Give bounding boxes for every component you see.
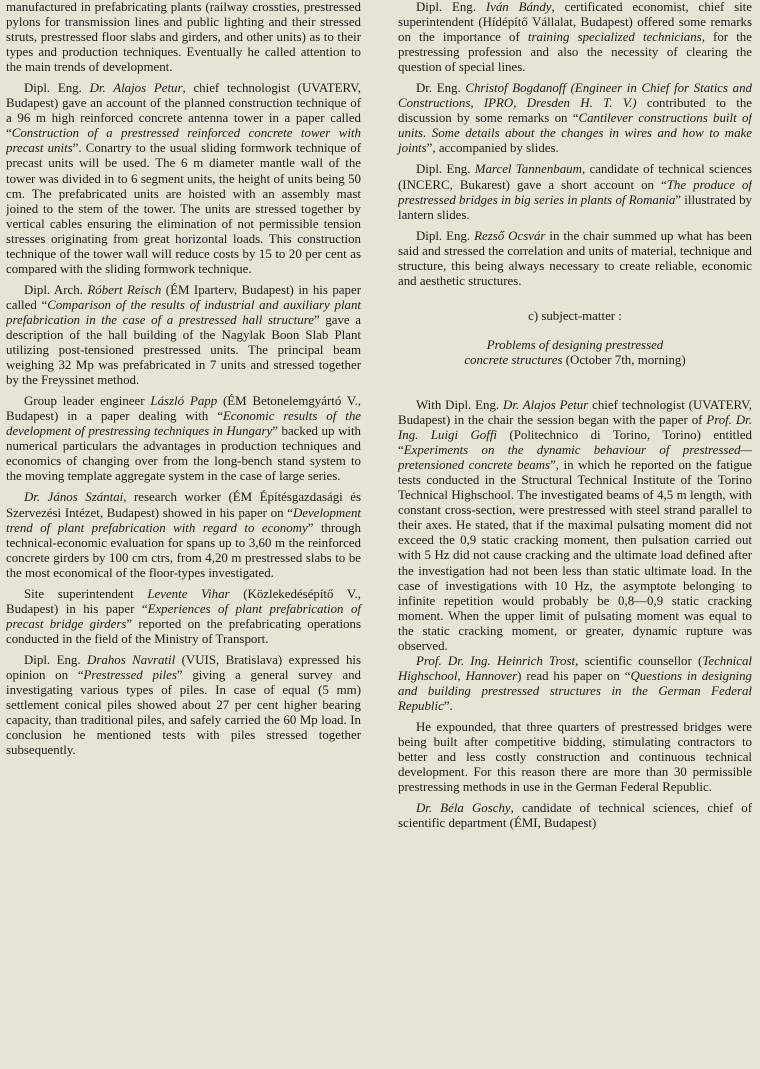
author-name: Drahos Navratil bbox=[87, 652, 176, 667]
author-prefix: Site superintendent bbox=[24, 586, 134, 601]
paragraph bbox=[398, 654, 752, 714]
author-name: Dr. Alajos Petur bbox=[503, 397, 589, 412]
author-name: Rezső Ocsvár bbox=[474, 228, 546, 243]
author-name: Róbert Reisch bbox=[87, 282, 162, 297]
author-name: László Papp bbox=[150, 394, 218, 409]
text: ”, accompanied by slides. bbox=[426, 141, 559, 156]
text: contributed to the discussion by some remarks on “ bbox=[398, 96, 752, 126]
author-affiliation: Technical Highschool, Hannover bbox=[398, 653, 752, 683]
text: (Politechnico di Torino, Torino) entitled “ bbox=[398, 428, 752, 458]
paper-title: Economic results of the development of prestressing techniques in Hungary bbox=[6, 409, 362, 439]
text: , for the prestressing profession and also the necessity of clearing the question of special lines. bbox=[398, 30, 752, 75]
section-title-line: Problems of designing prestressed bbox=[486, 337, 664, 352]
section-title bbox=[398, 338, 752, 368]
author-prefix: Dipl. Eng. bbox=[416, 162, 471, 177]
text: , candidate of technical sciences (INCERC, Bukarest) gave a short account on “ bbox=[398, 162, 752, 192]
text: , candidate of technical sciences, chief of scientific department (ÉMI, Budapest) bbox=[398, 801, 752, 831]
author-prefix: Dipl. Eng. bbox=[24, 81, 82, 96]
text: ”, in which he reported on the fatigue tests conducted in the Structural Technical Institute of the Torino Technical Highschool. The investigated beams of 4,5 m length, with constant cross-section, were prestressed with steel strand parallel to their axes. He stated, that if the maximal pulsating moment did not exceed the 0,9 static cracking moment, then pulsation carried out with 5 Hz did not cause cracking and the ultimate load defined after the investigation had not been less than static ultimate load. In the case of investigations with 10 Hz, the asymptote belonging to infinite repetition would probably be 0,8—0,9 static cracking moment. When the upper limit of pulsating moment was equal to the static cracking moment, or greater, dynamic rupture was observed. bbox=[398, 458, 752, 653]
author-name: Dr. János Szántai bbox=[24, 490, 124, 505]
text: ” giving a general survey and investigating various types of piles. In case of equal (5 mm) settlement conical piles showed about 27 per cent higher bearing capacity, than traditional piles, and safely carried the 60 Mp load. In conclusion he mentioned tests with piles stressed together subsequently. bbox=[6, 667, 361, 758]
text: , certificated economist, chief site superintendent (Hídépítő Vállalat, Budapest) offered some remarks on the importance of bbox=[398, 0, 752, 45]
text: (ÉM Iparterv, Budapest) in his paper called “ bbox=[6, 282, 361, 312]
author-prefix: Dr. Eng. bbox=[416, 81, 461, 96]
paragraph bbox=[398, 398, 752, 654]
text: (ÉM Betonelemgyártó V., Budapest) in a paper dealing with “ bbox=[6, 394, 362, 424]
paper-title: Prestressed piles bbox=[83, 667, 177, 682]
text: , scientific counsellor ( bbox=[575, 653, 703, 668]
author-prefix: Dipl. Arch. bbox=[24, 282, 83, 297]
text: , chief technologist (UVATERV, Budapest) gave an account of the planned construction technique of a 96 m high reinforced concrete antenna tower in a paper called “ bbox=[6, 81, 361, 141]
text: chief technologist (UVATERV, Budapest) in the chair the session began with the paper of bbox=[398, 397, 752, 428]
text: ”. bbox=[443, 698, 453, 713]
paper-title: Development trend of plant prefabrication with regard to economy bbox=[6, 505, 361, 535]
author-prefix: Group leader engineer bbox=[24, 394, 145, 409]
paragraph bbox=[398, 162, 752, 222]
author-name: Prof. Dr. Ing. Heinrich Trost bbox=[416, 653, 576, 668]
text: ” gave a description of the hall building of the Nagylak Boon Slab Plant utilizing post-tensioned prestressed units. The principal beam weighing 32 Mp was prefabricated in 7 units and stressed together by the Freyssinet method. bbox=[6, 312, 361, 388]
section-date: (October 7th, morning) bbox=[562, 352, 686, 367]
text: ” backed up with numerical particulars the advantages in production techniques and economics of changing over from the long-bench stand system to the moving template aggregate system in the case of large series. bbox=[6, 424, 361, 484]
section-heading: c) subject-matter : bbox=[528, 308, 622, 323]
author-prefix: With Dipl. Eng. bbox=[416, 397, 500, 412]
author-name: Dr. Béla Goschy bbox=[416, 801, 511, 816]
paper-title: Comparison of the results of industrial and auxiliary plant prefabrication in the case of a prestressed hall structure bbox=[6, 297, 362, 327]
text: ” illustrated by lantern slides. bbox=[398, 192, 752, 222]
paragraph bbox=[6, 653, 361, 758]
paper-title: training specialized technicians bbox=[527, 30, 702, 45]
paragraph bbox=[6, 490, 361, 580]
author-name: Iván Bándy bbox=[485, 0, 552, 14]
text: (Közlekedésépítő V., Budapest) in his paper “ bbox=[6, 586, 361, 616]
text: (VUIS, Bratislava) expressed his opinion on “ bbox=[6, 652, 361, 682]
paper-title: Construction of a prestressed reinforced concrete tower with precast units bbox=[6, 126, 361, 156]
author-name: Prof. Dr. Ing. Luigi Goffi bbox=[398, 413, 752, 443]
author-name: Marcel Tannenbaum bbox=[474, 162, 582, 177]
text: , research worker (ÉM Építésgazdasági és Szervezési Intézet, Budapest) showed in his paper on “ bbox=[6, 490, 361, 520]
author-name: Levente Vihar bbox=[147, 586, 230, 601]
text: ”. Conartry to the usual sliding formwork technique of precast units will be used. The 6 m diameter mantle wall of the tower was divided in to 6 segment units, the height of units being 50 cm. The prefabricated units are hoisted with an assembly mast joined to the stem of the tower. The units are stressed together by vertical cables ensuring the elimination of not permissible tension stresses originating from great horizontal loads. This construction technique of the tower wall will reduce costs by 15 to 20 per cent as compared with the sliding formwork technique. bbox=[6, 141, 362, 276]
paper-title: The produce of prestressed bridges in big series in plants of Romania bbox=[398, 177, 752, 207]
author-prefix: Dipl. Eng. bbox=[416, 0, 476, 14]
paper-title: Experiments on the dynamic behaviour of prestressed—pretensioned concrete beams bbox=[398, 443, 752, 473]
text: ” reported on the prefabricating operations conducted in the field of the Ministry of Transport. bbox=[6, 616, 361, 646]
paragraph: He expounded, that three quarters of prestressed bridges were being built after competitive bidding, stimulating contractors to better and less costly construction and continuous technical development. For this reason there are more than 30 permissible prestressing methods in use in the German Federal Republic. bbox=[398, 719, 752, 795]
paragraph bbox=[6, 587, 361, 647]
author-name: Dr. Alajos Petur bbox=[89, 81, 183, 96]
text: ) read his paper on “ bbox=[517, 668, 631, 683]
author-prefix: Dipl. Eng. bbox=[416, 228, 471, 243]
paragraph bbox=[6, 283, 361, 388]
paragraph bbox=[398, 229, 752, 289]
paragraph: manufactured in prefabricating plants (railway crossties, prestressed pylons for transmission lines and public lighting and their stressed struts, prestressed floor slabs and girders, and other units) as to their types and production techniques. Eventually he called attention to the main trends of development. bbox=[6, 0, 361, 75]
left-column bbox=[6, 0, 369, 1069]
author-affiliation: (Engineer in Chief for Statics and Constructions, IPRO, Dresden H. T. V.) bbox=[398, 81, 752, 111]
right-column bbox=[369, 0, 752, 1069]
text: in the chair summed up what has been said and stressed the correlation and units of material, technique and structure, this being always necessary to create reliable, economic and aesthetic structures. bbox=[398, 228, 752, 288]
paper-title: Experiences of plant prefabrication of precast bridge girders bbox=[6, 601, 361, 631]
text: ” through technical-economic evaluation for spans up to 3,60 m the reinforced concrete girders by 100 cm ctrs, from 4,20 m prestressed slabs to be the most economical of the floor-types investigated. bbox=[6, 520, 361, 580]
paragraph bbox=[398, 81, 752, 156]
author-prefix: Dipl. Eng. bbox=[24, 652, 81, 667]
paragraph bbox=[398, 0, 752, 75]
author-name: Christof Bogdanoff bbox=[465, 81, 566, 96]
section-title-line: concrete structures bbox=[464, 352, 563, 367]
paper-title: Cantilever constructions built of units. Some details about the changes in wires and how to make joints bbox=[398, 111, 752, 156]
paragraph bbox=[6, 81, 361, 277]
paragraph bbox=[398, 801, 752, 831]
paper-title: Questions in designing and building prestressed structures in the German Federal Republic bbox=[398, 668, 752, 713]
paragraph bbox=[6, 394, 361, 484]
